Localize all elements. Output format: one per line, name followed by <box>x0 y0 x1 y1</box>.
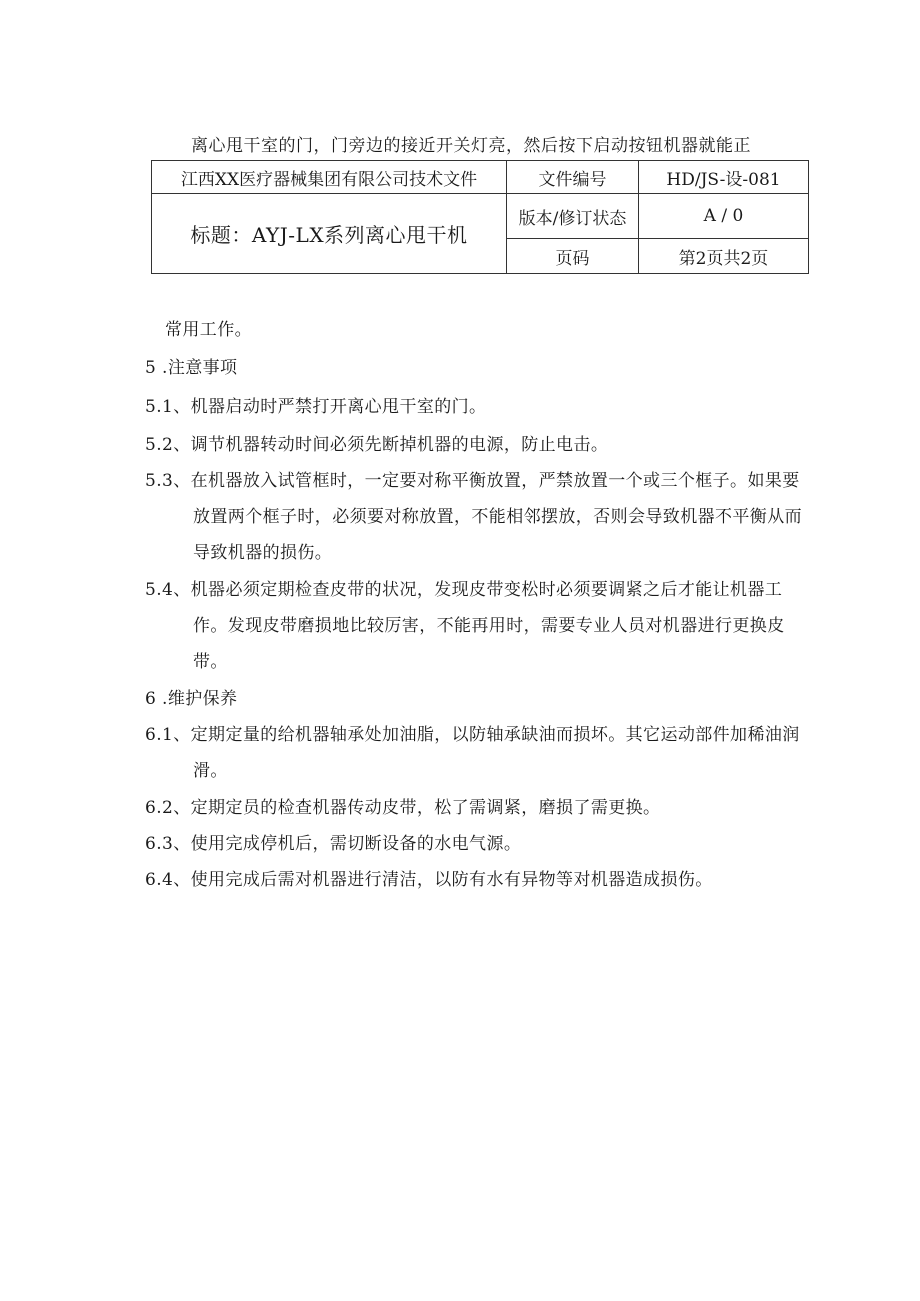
version-value: A / 0 <box>639 194 809 239</box>
item-number: 5.1、 <box>145 397 191 417</box>
list-item <box>145 793 660 818</box>
item-continuation: 放置两个框子时，必须要对称放置，不能相邻摆放，否则会导致机器不平衡从而 <box>193 507 802 527</box>
carry-over-text: 离心甩干室的门，门旁边的接近开关灯亮，然后按下启动按钮机器就能正 <box>191 136 751 156</box>
item-text: 使用完成后需对机器进行清洁，以防有水有异物等对机器造成损伤。 <box>190 870 713 890</box>
item-continuation: 作。发现皮带磨损地比较厉害，不能再用时，需要专业人员对机器进行更换皮 <box>193 616 785 636</box>
item-number: 5.4、 <box>145 580 191 600</box>
list-item <box>145 392 486 417</box>
version-label: 版本/修订状态 <box>507 194 639 239</box>
continued-text: 常用工作。 <box>165 320 252 340</box>
item-number: 5.2、 <box>145 435 191 455</box>
item-number: 6.2、 <box>145 798 191 818</box>
document-title: 标题：AYJ-LX系列离心甩干机 <box>152 194 507 274</box>
page-label: 页码 <box>507 239 639 274</box>
item-text: 在机器放入试管框时，一定要对称平衡放置，严禁放置一个或三个框子。如果要 <box>190 471 800 491</box>
item-text: 定期定量的给机器轴承处加油脂，以防轴承缺油而损坏。其它运动部件加稀油润 <box>190 725 800 745</box>
section-title: .维护保养 <box>162 689 238 709</box>
doc-no-value: HD/JS-设-081 <box>639 161 809 194</box>
list-item <box>145 466 800 491</box>
list-item <box>145 575 782 600</box>
item-text: 机器启动时严禁打开离心甩干室的门。 <box>190 397 487 417</box>
section-heading <box>145 353 237 378</box>
doc-no-label: 文件编号 <box>507 161 639 194</box>
item-text: 机器必须定期检查皮带的状况，发现皮带变松时必须要调紧之后才能让机器工 <box>190 580 783 600</box>
item-text: 定期定员的检查机器传动皮带，松了需调紧，磨损了需更换。 <box>190 798 661 818</box>
item-text: 调节机器转动时间必须先断掉机器的电源，防止电击。 <box>190 435 609 455</box>
document-header-table <box>151 160 809 274</box>
list-item <box>145 430 608 455</box>
item-continuation: 导致机器的损伤。 <box>193 543 333 563</box>
section-number: 5 <box>145 358 157 378</box>
item-number: 6.1、 <box>145 725 191 745</box>
list-item <box>145 865 713 890</box>
item-number: 6.4、 <box>145 870 191 890</box>
list-item <box>145 829 521 854</box>
section-heading <box>145 684 237 709</box>
item-continuation: 带。 <box>193 652 228 672</box>
item-number: 5.3、 <box>145 471 191 491</box>
company-doc-cell: 江西XX医疗器械集团有限公司技术文件 <box>152 161 507 194</box>
page-value: 第2页共2页 <box>639 239 809 274</box>
item-number: 6.3、 <box>145 834 191 854</box>
item-text: 使用完成停机后，需切断设备的水电气源。 <box>190 834 522 854</box>
section-number: 6 <box>145 689 157 709</box>
item-continuation: 滑。 <box>193 761 228 781</box>
list-item <box>145 720 800 745</box>
section-title: .注意事项 <box>162 358 238 378</box>
